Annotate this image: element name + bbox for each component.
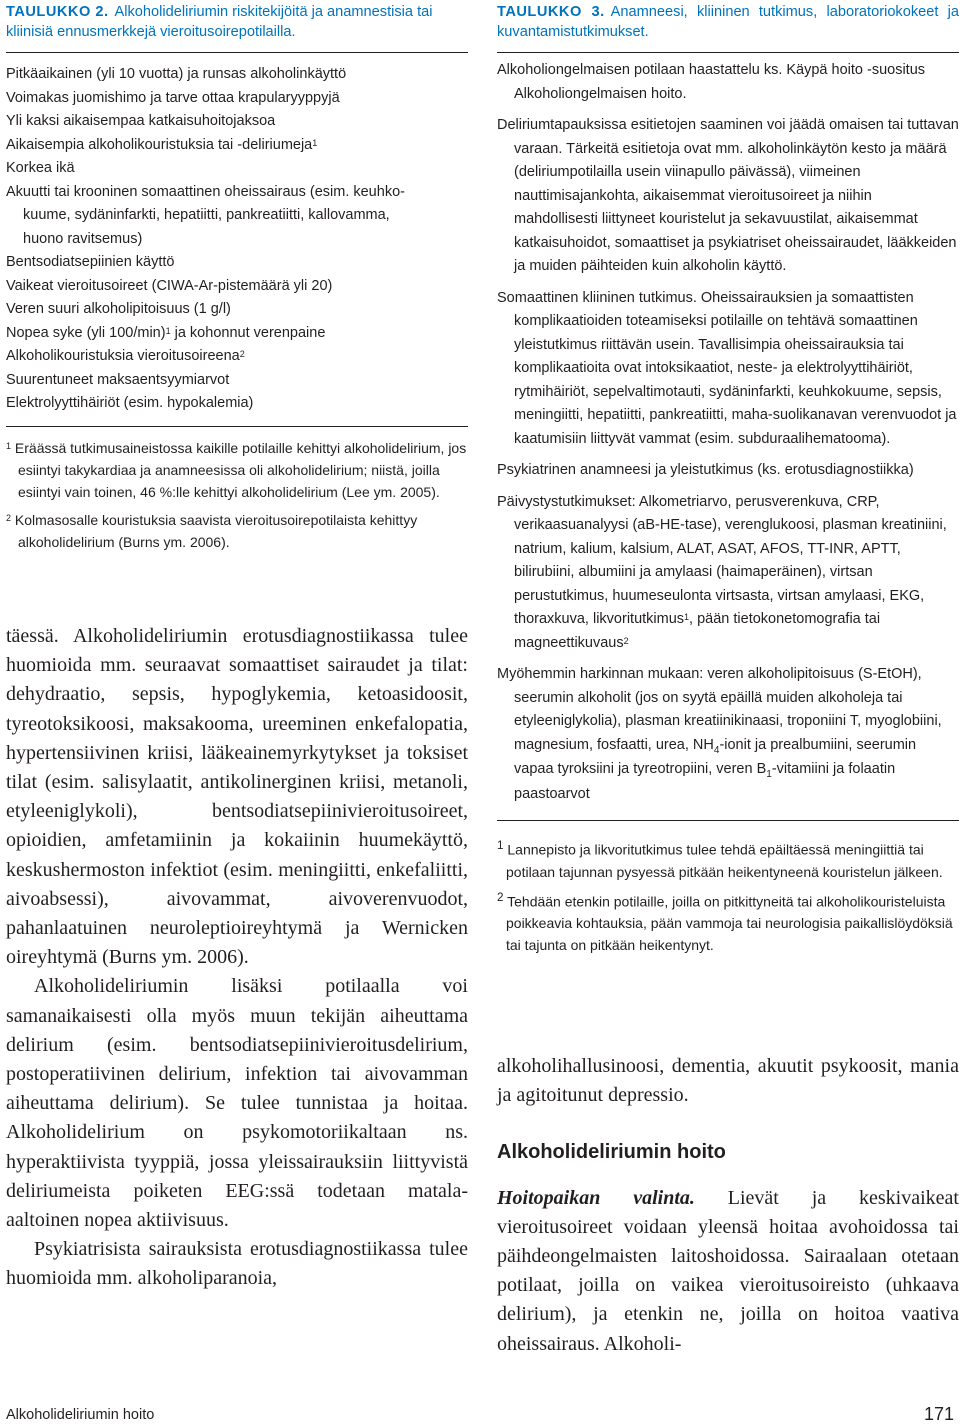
- table2-row: Elektrolyyttihäiriöt (esim. hypokalemia): [6, 395, 254, 411]
- table3-footnote: $^1$ Lannepisto ja likvoritutkimus tulee tehdä epäiltäessä meningiittiä tai potilaan tajunnan pysyessä pitkään heikentyneenä kouristelun jälkeen.: [497, 839, 943, 880]
- paragraph-lead: Hoitopaikan valinta.: [497, 1186, 695, 1209]
- section-heading: Alkoholideliriumin hoito: [497, 1141, 726, 1164]
- table2-row: Bentsodiatsepiinien käyttö: [6, 254, 175, 270]
- table2-row: Nopea syke (yli 100/min)$^1$ ja kohonnut verenpaine: [6, 324, 326, 341]
- page-number: 171: [923, 1404, 954, 1424]
- body-paragraph: Psykiatrisista sairauksista erotusdiagnostiikassa tulee huomioida mm. alkoholiparanoia,: [6, 1238, 468, 1290]
- table3-body: [497, 53, 959, 806]
- table2-footnote: $^1$ Eräässä tutkimusaineistossa kaikille potilaille kehittyi alkoholidelirium, jos esiintyi takykardiaa ja anamneesissa oli alkoholidelirium; niistä, joilla esiintyi vain toinen, 46 %:lle kehittyi alkoholidelirium (Lee ym. 2005).: [6, 439, 467, 500]
- table3-entry: Alkoholiongelmaisen potilaan haastattelu ks. Käypä hoito -suositus Alkoholiongelmaisen hoito.: [497, 62, 926, 102]
- table3-entry: Somaattinen kliininen tutkimus. Oheissairauksien ja somaattisten komplikaatioiden toteamiseksi potilaille on tehtävä somaattinen yleistutkimus riittävän usein. Tavallisimpia oheissairauksia tai komplikaatioita ovat intoksikaatiot, neste- ja elektrolyyttihäiriöt, rytmihäiriöt, sepelvaltimotauti, sydäninfarkti, keuhkokuume, sepsis, meningiitti, hepatiitti, pankreatiitti, maha-suolikanavan verenvuodot ja kaatumisiin liittyvät vammat (esim. subduraalihematooma).: [497, 289, 957, 447]
- table2-row: Korkea ikä: [6, 160, 75, 176]
- table2-row: Alkoholikouristuksia vieroitusoireena$^2$: [6, 348, 245, 364]
- table2-row: Veren suuri alkoholipitoisuus (1 g/l): [6, 301, 231, 317]
- right-column: [497, 0, 959, 1355]
- table2-footnotes: [6, 426, 468, 553]
- table2-row: Akuutti tai krooninen somaattinen oheissairaus (esim. keuhko-: [6, 183, 405, 200]
- table2-row: Voimakas juomishimo ja tarve ottaa krapularyyppyjä: [6, 89, 340, 106]
- table2-row-continued: kuume, sydäninfarkti, hepatiitti, pankreatiitti, kallovamma,: [23, 207, 390, 223]
- running-title: Alkoholideliriumin hoito: [6, 1407, 155, 1423]
- table3-entry: Psykiatrinen anamneesi ja yleistutkimus (ks. erotusdiagnostiikka): [497, 462, 914, 478]
- left-body-text: [6, 622, 468, 1294]
- body-paragraph: täessä. Alkoholideliriumin erotusdiagnostiikassa tulee huomioida mm. seuraavat somaattiset sairaudet ja tilat: dehydraatio, sepsis, hypoglykemia, ketoasidoosit, tyreotoksikoosi, maksakooma, ureeminen enkefalopatia, hypertensiivinen kriisi, lääkeainemyrkytykset ja toksiset tilat (esim. salisylaatit, antikolinerginen kriisi, metanoli, etyleeniglykoli), bentsodiatsepiinivieroitusoireet, opioidien, amfetamiinin ja kokaiinin huumekäyttö, keskushermoston infektiot (esim. meningiitti, enkefaliitti, aivoabsessi), aivovammat, aivoverenvuodot, pahanlaatuinen neuroleptioireyhtymä ja Wernicken oireyhtymä (Burns ym. 2006).: [6, 625, 468, 969]
- table2-caption-text: Alkoholideliriumin riskitekijöitä ja anamnestisia tai kliinisiä ennusmerkkejä vieroitusoirepotilailla.: [6, 4, 433, 40]
- table2-row-continued: huono ravitsemus): [23, 230, 143, 247]
- table3-footnote: $^2$ Tehdään etenkin potilaille, joilla on pitkittyneitä tai alkoholikouristeluista poikkeavia kohtauksia, pään vammoja tai neurologisia paikallislöydöksiä tai tajunta on pitkään heikentynyt.: [497, 890, 953, 954]
- table3-label: TAULUKKO 3.: [497, 4, 605, 20]
- table2-row: Suurentuneet maksaentsyymiarvot: [6, 371, 230, 388]
- body-paragraph: Hoitopaikan valinta. Lievät ja keskivaikeat vieroitusoireet voidaan yleensä hoitaa avohoidossa tai päihdeongelmaisten laitoshoidossa. Sairaalaan otetaan potilaat, joilla on vaikea vieroitusoireisto (uhkaava delirium), ja etenkin ne, joilla on hoitoa vaativa oheissairaus. Alkoholi-: [497, 1186, 959, 1355]
- table3-caption-text: Anamneesi, kliininen tutkimus, laboratoriokokeet ja kuvantamistutkimukset.: [497, 4, 959, 40]
- table2-footnote: $^2$ Kolmasosalle kouristuksia saavista vieroitusoirepotilaista kehittyy alkoholidelirium (Burns ym. 2006).: [6, 511, 418, 550]
- table3-entry: Myöhemmin harkinnan mukaan: veren alkoholipitoisuus (S-EtOH), seerumin alkoholit (jos on syytä epäillä muiden alkoholeja tai etyleeniglykolia), plasman kreatiinikinaasi, troponiini T, myoglobiini, magnesium, fosfaatti, urea, $NH_4$-ionit ja prealbumiini, seerumin vapaa tyroksiini ja tyreotropiini, veren $B_1$-vitamiini ja folaatin paastoarvot: [497, 666, 942, 802]
- table2-row: Aikaisempia alkoholikouristuksia tai -deliriumeja$^1$: [6, 136, 318, 153]
- table3-footnotes: [497, 820, 959, 956]
- table3-caption: [497, 2, 959, 42]
- table2-row: Yli kaksi aikaisempaa katkaisuhoitojaksoa: [6, 113, 276, 129]
- left-column: [6, 0, 468, 1290]
- table2-body: [6, 53, 468, 416]
- table2-caption: [6, 2, 468, 42]
- table2-row: Vaikeat vieroitusoireet (CIWA-Ar-pistemäärä yli 20): [6, 277, 333, 294]
- body-paragraph: Alkoholideliriumin lisäksi potilaalla voi samanaikaisesti olla myös muun tekijän aiheuttama delirium (esim. bentsodiatsepiinivieroitusdelirium, postoperatiivinen delirium, infektion tai aivovamman aiheuttama delirium). Se tulee tunnistaa ja hoitaa. Alkoholidelirium on psykomotoriikaltaan ns. hyperaktiivista tyyppiä, jossa yleissairauksiin liittyvistä deliriumeista poiketen EEG:ssä todetaan matala-aaltoinen nopea aktiivisuus.: [6, 975, 468, 1232]
- page-footer: [0, 1401, 960, 1427]
- table3-entry: Deliriumtapauksissa esitietojen saaminen voi jäädä omaisen tai tuttavan varaan. Tärkeitä esitietoja ovat mm. alkoholinkäytön kesto ja määrä (deliriumpotilailla usein viinapullo päivässä), viimeinen nauttimisajankohta, aikaisemmat vieroitusoireet ja niihin mahdollisesti liittyneet kouristelut ja sekavuustilat, aikaisemmat katkaisuhoidot, somaattiset ja psykiatriset oheissairaudet, lääkkeiden ja muiden päihteiden kuin alkoholin käyttö.: [497, 117, 959, 274]
- body-paragraph: alkoholihallusinoosi, dementia, akuutit psykoosit, mania ja agitoitunut depressio.: [497, 1055, 959, 1107]
- right-body-text: [497, 1052, 959, 1359]
- table3-entry: Päivystystutkimukset: Alkometriarvo, perusverenkuva, CRP, verikaasuanalyysi (aB-HE-tase), verenglukoosi, plasman kreatiniini, natrium, kalium, kalsium, ALAT, ASAT, AFOS, TT-INR, APTT, bilirubiini, albumiini ja amylaasi (haimaperäinen), virtsan perustutkimus, huumeseulonta virtsasta, virtsan amylaasi, EKG, thoraxkuva, likvoritutkimus$^1$, pään tietokonetomografia tai magneettikuvaus$^2$: [497, 493, 947, 651]
- table2-label: TAULUKKO 2.: [6, 4, 109, 20]
- table2-row: Pitkäaikainen (yli 10 vuotta) ja runsas alkoholinkäyttö: [6, 66, 347, 82]
